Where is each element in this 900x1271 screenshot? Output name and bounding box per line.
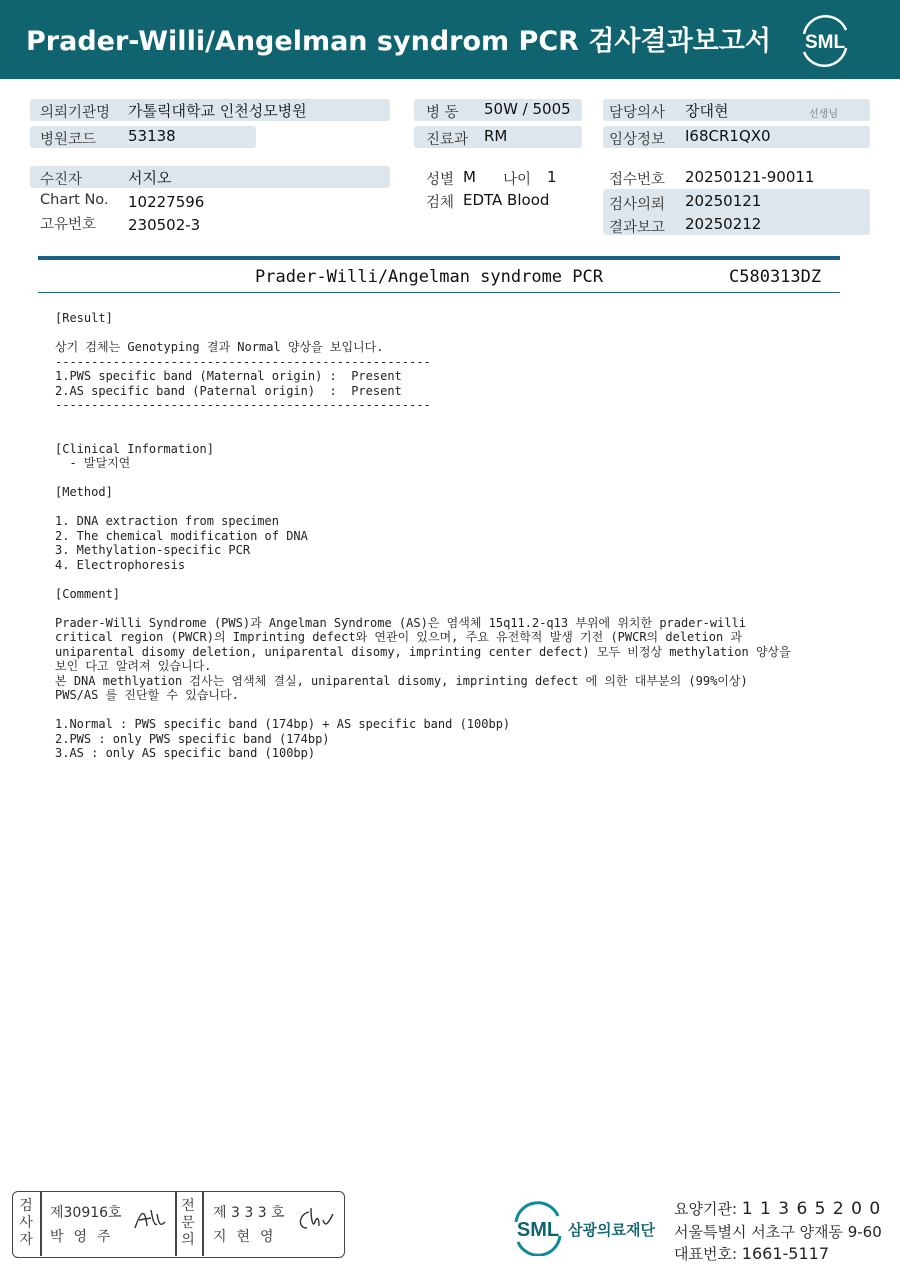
report-main-title: Prader-Willi/Angelman syndrom PCR 검사결과보고서	[26, 26, 771, 57]
clinical-value: I68CR1QX0	[685, 127, 771, 145]
phone-line	[674, 1243, 829, 1264]
chart-no-value: 10227596	[128, 193, 205, 211]
report-date-label: 결과보고	[609, 220, 666, 236]
org-name: 삼광의료재단	[568, 1221, 655, 1239]
age-value: 1	[547, 168, 557, 186]
doctor-suffix: 선생님	[809, 109, 838, 120]
hospital-code-value: 53138	[128, 127, 176, 145]
receipt-value: 20250121-90011	[685, 168, 815, 186]
report-body: [Result] 상기 검체는 Genotyping 결과 Normal 양상을 보입니다. ---------------------------------------------------- 1.PWS specific band (Maternal origin) : Present 2.AS specific band (Paternal origin) : Present ---------------------------------------------------- [Clinical Information] - 발달지연 [Method] 1. DNA extraction from specimen 2. The chemical modification of DNA 3. Methylation-specific PCR 4. Electrophoresis [Comment] Prader-Willi Syndrome (PWS)과 Angelman Syndrome (AS)은 염색체 15q11.2-q13 부위에 위치한 prader-willi critical region (PWCR)의 Imprinting defect와 연관이 있으며, 주요 유전학적 발생 기전 (PWCR의 deletion 과 uniparental disomy deletion, uniparental disomy, imprinting center defect) 모두 비정상 methylation 양상을 보인 다고 알려져 있습니다. 본 DNA methlyation 검사는 염색체 결실, uniparental disomy, imprinting defect 에 의한 대부분의 (99%이상) PWS/AS 를 진단할 수 있습니다. 1.Normal : PWS specific band (174bp) + AS specific band (100bp) 2.PWS : only PWS specific band (174bp) 3.AS : only AS specific band (100bp)	[55, 311, 791, 760]
hospital-code-label: 병원코드	[40, 132, 97, 148]
sig-divider-3	[202, 1192, 204, 1256]
unique-no-label: 고유번호	[40, 217, 97, 233]
request-date-value: 20250121	[685, 192, 762, 210]
sex-value: M	[463, 168, 476, 186]
sig-divider-2	[175, 1192, 177, 1256]
phone-label: 대표번호:	[674, 1245, 738, 1263]
department-label: 진료과	[426, 132, 469, 148]
chart-no-label: Chart No.	[40, 192, 109, 208]
patient-row	[30, 166, 390, 188]
doctor-label: 담당의사	[609, 105, 666, 121]
doctor-value: 장대현	[685, 102, 729, 120]
examiner-label: 검 사 자	[19, 1198, 33, 1248]
specialist-license: 제 3 3 3 호	[213, 1205, 285, 1221]
institution-value: 가톨릭대학교 인천성모병원	[128, 102, 307, 120]
org-logo-text: SML	[516, 1219, 560, 1241]
department-value: RM	[484, 127, 508, 145]
specialist-signature-icon	[295, 1206, 335, 1236]
specialist-name: 지현영	[213, 1229, 284, 1245]
examiner-signature-icon	[131, 1204, 167, 1234]
report-bottom-rule	[38, 292, 840, 293]
sml-logo-icon	[796, 12, 854, 68]
specimen-value: EDTA Blood	[463, 191, 550, 209]
sml-logo-text: SML	[804, 32, 846, 53]
org-logo-icon	[510, 1200, 566, 1256]
age-label: 나이	[503, 172, 532, 188]
patient-value: 서지오	[128, 169, 172, 187]
specimen-label: 검체	[426, 195, 455, 211]
org-address: 서울특별시 서초구 양재동 9-60	[674, 1223, 882, 1241]
agency-line	[674, 1198, 881, 1219]
ward-label: 병 동	[426, 105, 459, 121]
signature-box	[12, 1191, 345, 1258]
report-test-title: Prader-Willi/Angelman syndrome PCR	[255, 267, 603, 287]
sig-divider-1	[40, 1192, 42, 1256]
specialist-label: 전 문 의	[181, 1198, 195, 1248]
sex-label: 성별	[426, 172, 455, 188]
phone-number: 1661-5117	[741, 1244, 830, 1263]
examiner-license: 제30916호	[50, 1205, 122, 1221]
report-top-rule	[38, 256, 840, 260]
institution-label: 의뢰기관명	[40, 105, 111, 121]
patient-label: 수진자	[40, 172, 83, 188]
agency-label: 요양기관:	[674, 1200, 738, 1218]
agency-number: 1 1 3 6 5 2 0 0	[741, 1199, 882, 1219]
header-banner	[0, 0, 900, 79]
report-date-value: 20250212	[685, 215, 762, 233]
request-date-label: 검사의뢰	[609, 197, 666, 213]
report-test-code: C580313DZ	[729, 267, 822, 287]
unique-no-value: 230502-3	[128, 216, 201, 234]
ward-value: 50W / 5005	[484, 100, 571, 118]
examiner-name: 박영주	[50, 1229, 121, 1245]
receipt-label: 접수번호	[609, 172, 666, 188]
clinical-label: 임상정보	[609, 132, 666, 148]
